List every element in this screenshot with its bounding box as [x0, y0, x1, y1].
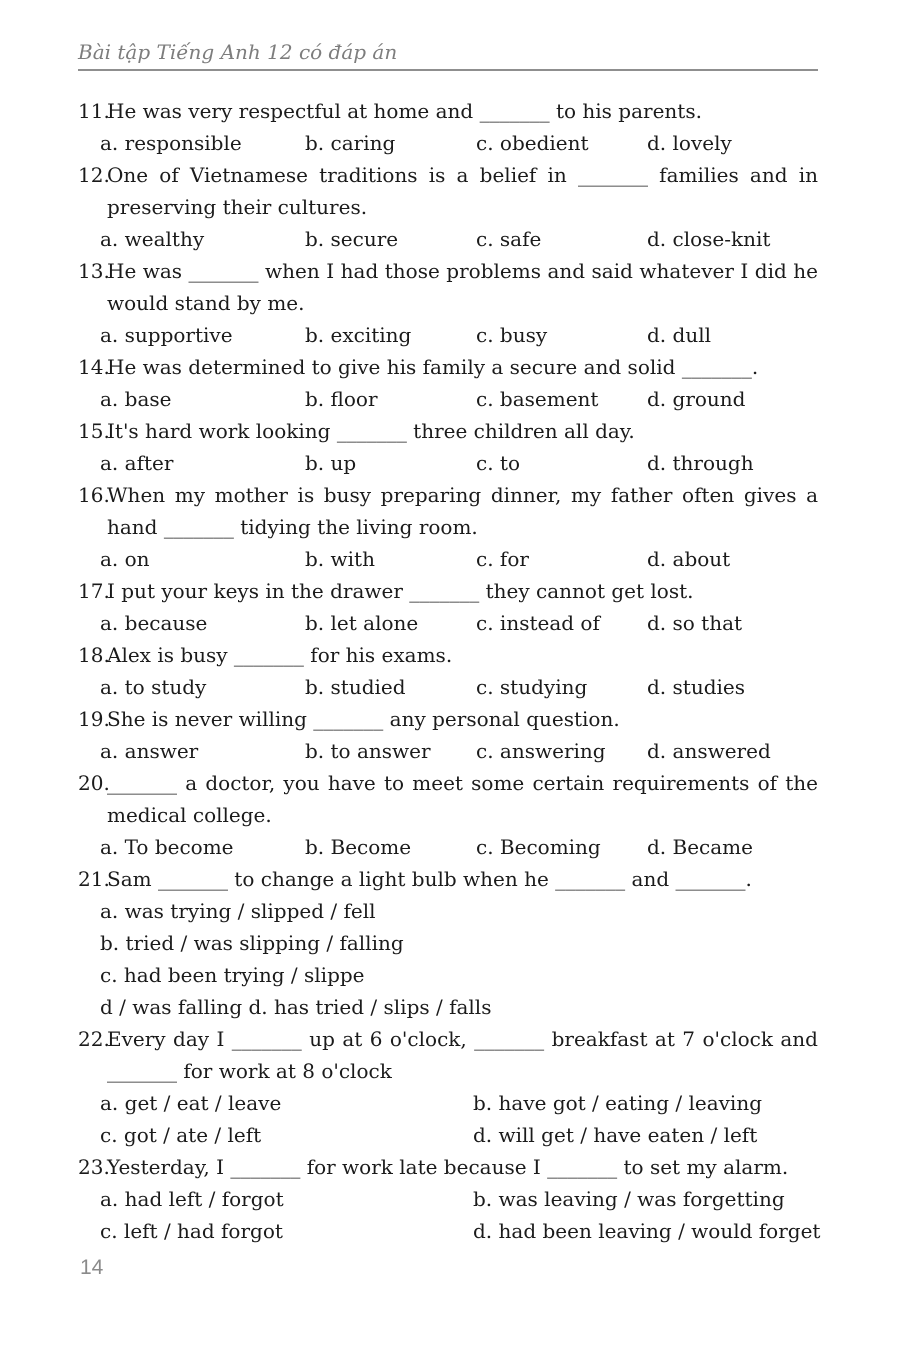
options-group — [100, 607, 818, 639]
question-body: I put your keys in the drawer _______ they cannot get lost. — [107, 579, 694, 603]
option: b. up — [305, 451, 357, 475]
question-text — [78, 863, 818, 895]
question-item — [78, 415, 818, 479]
question-item — [78, 703, 818, 767]
option: a. To become — [100, 835, 234, 859]
option: a. get / eat / leave — [100, 1091, 282, 1115]
option: a. after — [100, 451, 174, 475]
option: d. studies — [647, 675, 745, 699]
option: d. dull — [647, 323, 711, 347]
question-body: Sam _______ to change a light bulb when he _______ and _______. — [107, 867, 752, 891]
question-item — [78, 255, 818, 351]
option: c. instead of — [476, 611, 600, 635]
question-list — [78, 95, 821, 1247]
option: c. to — [476, 451, 520, 475]
options-group — [100, 319, 818, 351]
option: d. Became — [647, 835, 753, 859]
option: b. exciting — [305, 323, 412, 347]
question-number: 14. — [78, 355, 110, 379]
question-item — [78, 351, 818, 415]
page-header-title: Bài tập Tiếng Anh 12 có đáp án — [78, 40, 398, 64]
option: a. on — [100, 547, 150, 571]
options-group — [100, 895, 818, 1023]
options-group — [100, 127, 818, 159]
question-number: 17. — [78, 579, 110, 603]
options-group — [100, 735, 818, 767]
question-text — [78, 703, 818, 735]
option: a. answer — [100, 739, 199, 763]
option: d. lovely — [647, 131, 732, 155]
question-text — [78, 1151, 818, 1183]
question-number: 16. — [78, 483, 110, 507]
option: d. answered — [647, 739, 771, 763]
option: b. have got / eating / leaving — [473, 1091, 763, 1115]
question-body: Alex is busy _______ for his exams. — [107, 643, 453, 667]
option: c. obedient — [476, 131, 589, 155]
option: d / was falling d. has tried / slips / falls — [100, 995, 492, 1019]
option: c. studying — [476, 675, 588, 699]
question-body: _______ a doctor, you have to meet some certain requirements of the medical college. — [107, 771, 818, 827]
question-text — [78, 159, 818, 223]
page-footer — [78, 1255, 818, 1281]
options-group — [100, 543, 818, 575]
question-number: 12. — [78, 163, 110, 187]
question-body: He was determined to give his family a secure and solid _______. — [107, 355, 759, 379]
question-item — [78, 639, 818, 703]
option: d. ground — [647, 387, 746, 411]
option: c. left / had forgot — [100, 1219, 283, 1243]
option: a. supportive — [100, 323, 233, 347]
page-header — [78, 40, 818, 71]
question-number: 23. — [78, 1155, 110, 1179]
option: c. for — [476, 547, 529, 571]
option: b. was leaving / was forgetting — [473, 1187, 785, 1211]
option: b. secure — [305, 227, 399, 251]
option: c. safe — [476, 227, 542, 251]
option: b. Become — [305, 835, 412, 859]
option: b. caring — [305, 131, 396, 155]
option: d. close-knit — [647, 227, 771, 251]
page-number: 14 — [80, 1256, 104, 1279]
option: d. will get / have eaten / left — [473, 1123, 758, 1147]
option: a. had left / forgot — [100, 1187, 284, 1211]
question-text — [78, 1023, 818, 1087]
option: d. had been leaving / would forget — [473, 1219, 821, 1243]
question-item — [78, 95, 818, 159]
option: c. basement — [476, 387, 599, 411]
question-item — [78, 863, 818, 1023]
options-group — [100, 447, 818, 479]
options-group — [100, 383, 818, 415]
option: b. to answer — [305, 739, 431, 763]
question-number: 11. — [78, 99, 110, 123]
option: a. responsible — [100, 131, 242, 155]
option: b. tried / was slipping / falling — [100, 931, 404, 955]
question-number: 22. — [78, 1027, 110, 1051]
question-text — [78, 415, 818, 447]
options-group — [100, 223, 818, 255]
option: b. studied — [305, 675, 406, 699]
option: b. let alone — [305, 611, 419, 635]
question-number: 18. — [78, 643, 110, 667]
question-item — [78, 159, 818, 255]
options-group — [100, 1087, 818, 1151]
option: a. wealthy — [100, 227, 205, 251]
question-item — [78, 767, 818, 863]
question-item — [78, 1151, 821, 1247]
question-text — [78, 255, 818, 319]
option: d. so that — [647, 611, 743, 635]
question-number: 15. — [78, 419, 110, 443]
question-body: When my mother is busy preparing dinner, my father often gives a hand _______ tidying the living room. — [107, 483, 818, 539]
option: c. busy — [476, 323, 548, 347]
question-text — [78, 95, 818, 127]
question-body: One of Vietnamese traditions is a belief in _______ families and in preserving their cultures. — [107, 163, 818, 219]
question-text — [78, 351, 818, 383]
question-text — [78, 639, 818, 671]
options-group — [100, 831, 818, 863]
option: a. to study — [100, 675, 207, 699]
question-body: She is never willing _______ any personal question. — [107, 707, 620, 731]
option: b. with — [305, 547, 375, 571]
question-text — [78, 767, 818, 831]
question-item — [78, 575, 818, 639]
question-body: He was very respectful at home and _______ to his parents. — [107, 99, 702, 123]
options-group — [100, 1183, 821, 1247]
option: a. because — [100, 611, 208, 635]
options-group — [100, 671, 818, 703]
question-number: 13. — [78, 259, 110, 283]
option: a. base — [100, 387, 172, 411]
question-number: 20. — [78, 771, 110, 795]
option: c. had been trying / slippe — [100, 963, 365, 987]
option: b. floor — [305, 387, 378, 411]
question-item — [78, 1023, 818, 1151]
question-body: Yesterday, I _______ for work late because I _______ to set my alarm. — [107, 1155, 789, 1179]
option: d. through — [647, 451, 754, 475]
question-item — [78, 479, 818, 575]
question-body: It's hard work looking _______ three children all day. — [107, 419, 635, 443]
question-text — [78, 575, 818, 607]
option: c. got / ate / left — [100, 1123, 262, 1147]
question-number: 21. — [78, 867, 110, 891]
question-text — [78, 479, 818, 543]
question-body: He was _______ when I had those problems and said whatever I did he would stand by me. — [107, 259, 818, 315]
option: c. Becoming — [476, 835, 601, 859]
option: a. was trying / slipped / fell — [100, 899, 376, 923]
question-body: Every day I _______ up at 6 o'clock, _______ breakfast at 7 o'clock and _______ for work at 8 o'clock — [107, 1027, 818, 1083]
option: c. answering — [476, 739, 606, 763]
option: d. about — [647, 547, 731, 571]
question-number: 19. — [78, 707, 110, 731]
